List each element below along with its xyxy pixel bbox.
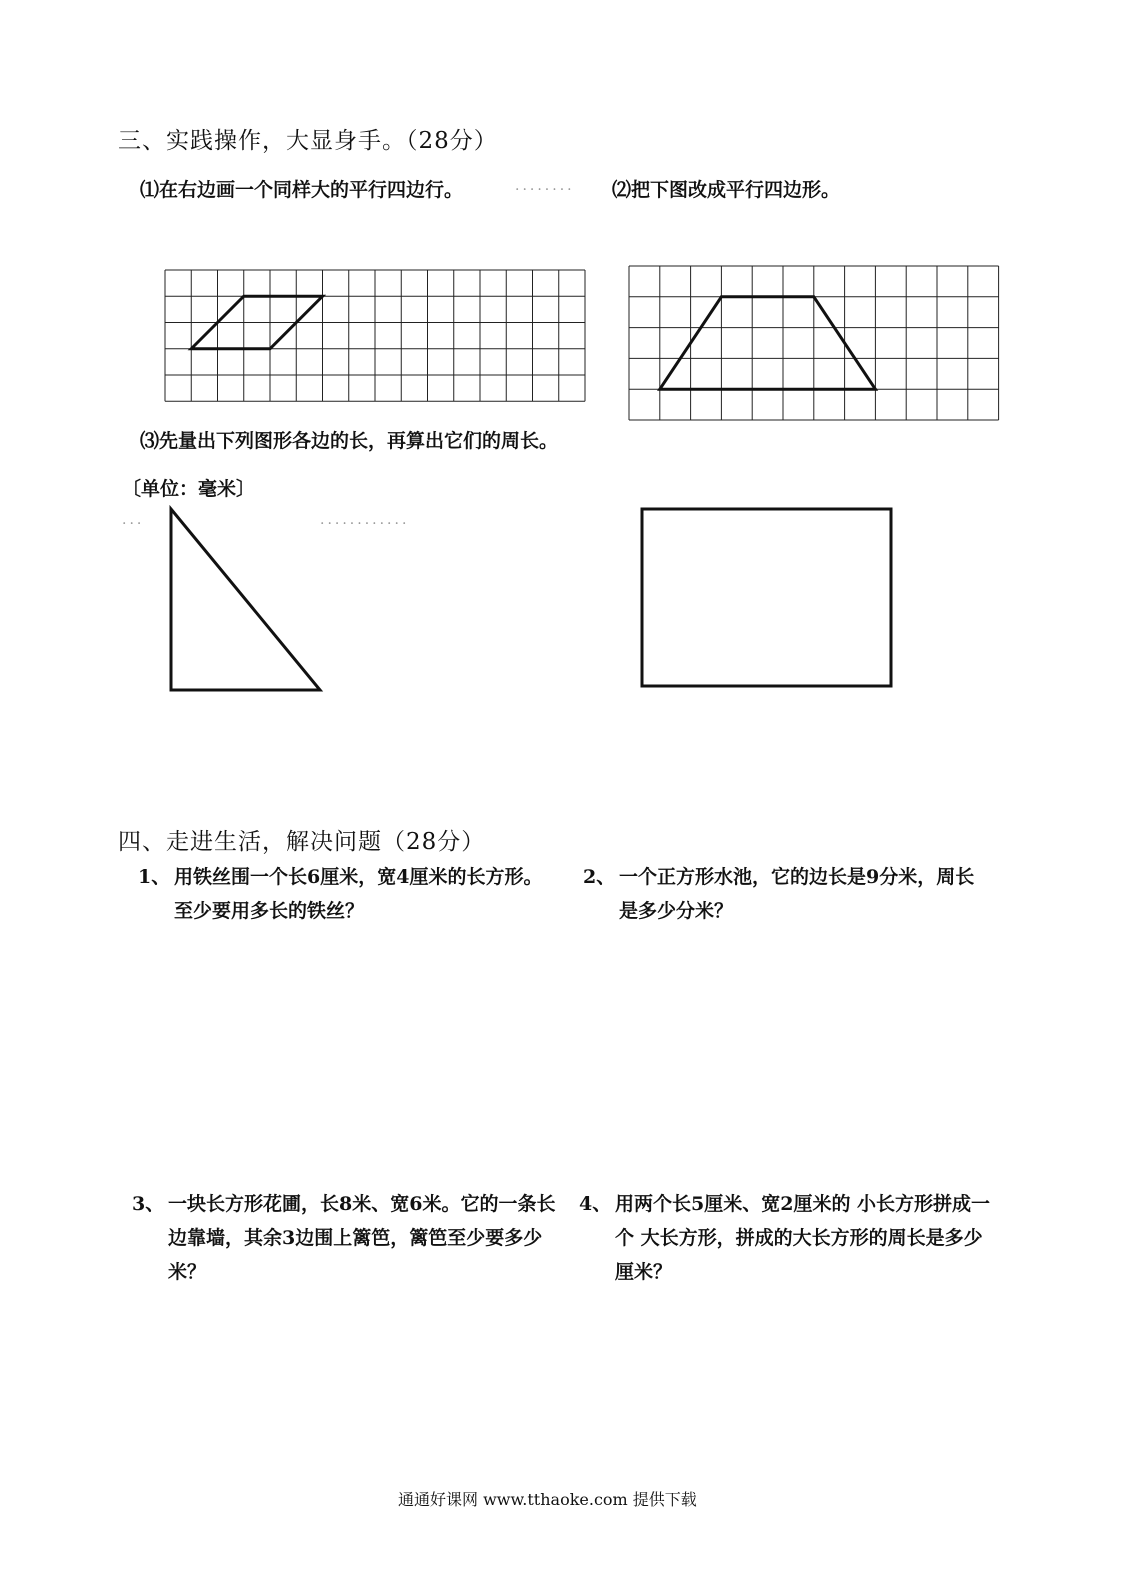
problem-3-number: 3、 — [132, 1193, 165, 1215]
problem-2-number: 2、 — [583, 866, 616, 888]
problem-3-text: 一块长方形花圃，长8米、宽6米。它的一条长边靠墙，其余3边围上篱笆，篱笆至少要多少米？ — [168, 1193, 556, 1283]
problem-4-number: 4、 — [579, 1193, 612, 1215]
problem-1-number: 1、 — [138, 866, 171, 888]
unit-label: 〔单位：毫米〕 — [122, 478, 256, 500]
grid-parallelogram — [165, 270, 587, 400]
problem-3 — [132, 1187, 558, 1289]
right-triangle-figure — [165, 505, 330, 697]
section4-title: 四、走进生活，解决问题（28分） — [118, 829, 486, 855]
dotted-leader: ········ — [515, 182, 575, 198]
problem-2 — [583, 860, 993, 928]
rectangle-figure — [638, 505, 896, 692]
problem-4-text: 用两个长5厘米、宽2厘米的 小长方形拼成一个 大长方形，拼成的大长方形的周长是多少厘米？ — [615, 1193, 991, 1283]
question-1-label: ⑴在右边画一个同样大的平行四边行。 — [140, 179, 464, 201]
problem-4 — [579, 1187, 999, 1289]
trapezoid-shape — [660, 297, 876, 389]
grid-trapezoid — [629, 266, 1001, 406]
section3-title: 三、实践操作，大显身手。（28分） — [118, 128, 498, 154]
problem-1-text: 用铁丝围一个长6厘米，宽4厘米的长方形。至少要用多长的铁丝？ — [174, 866, 543, 922]
problem-1 — [138, 860, 558, 928]
question-3-label: ⑶先量出下列图形各边的长，再算出它们的周长。 — [140, 430, 559, 452]
question-2-label: ⑵把下图改成平行四边形。 — [612, 179, 841, 201]
footer-text: 通通好课网 www.tthaoke.com 提供下载 — [398, 1490, 697, 1509]
problem-2-text: 一个正方形水池，它的边长是9分米，周长是多少分米？ — [619, 866, 975, 922]
dotted-leader: ··· — [122, 516, 145, 532]
dotted-leader: ············ — [320, 516, 410, 532]
